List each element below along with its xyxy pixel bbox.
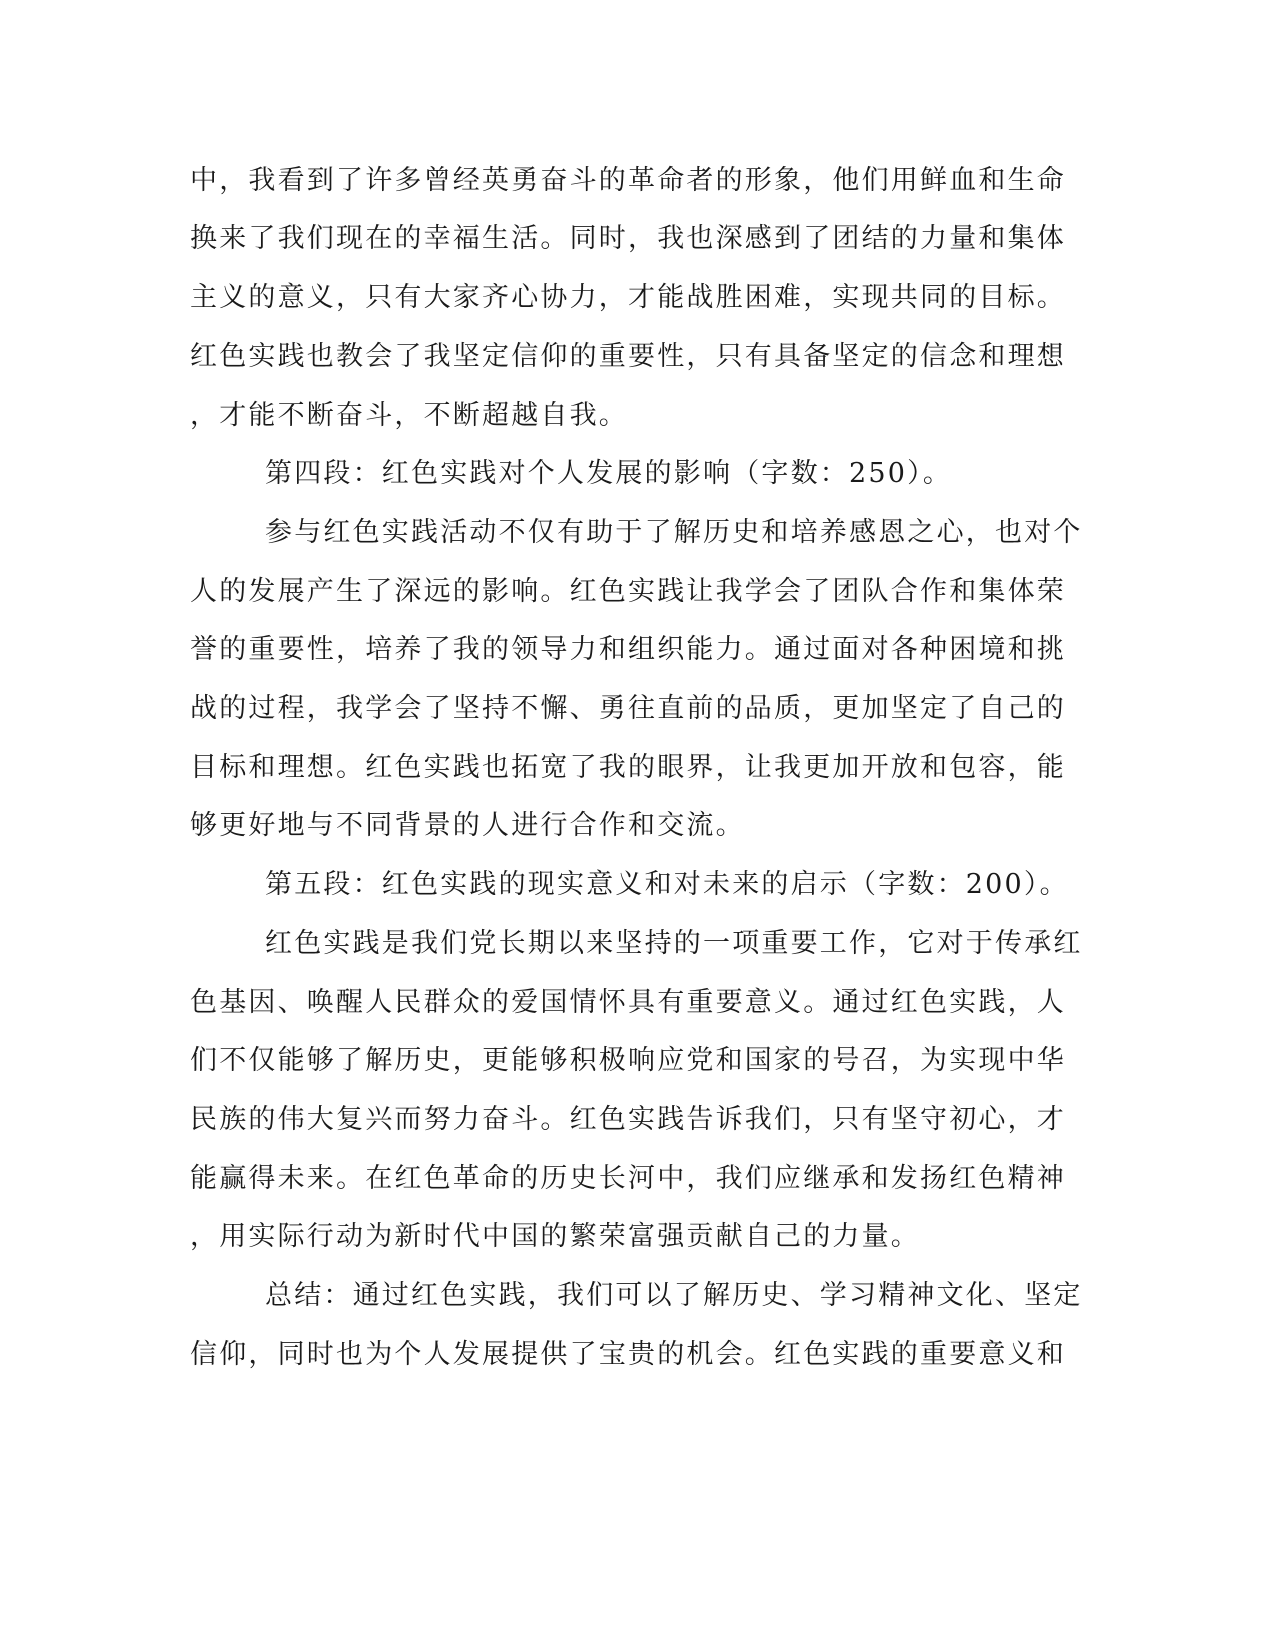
text-line: 们不仅能够了解历史，更能够积极响应党和国家的号召，为实现中华 (190, 1045, 1066, 1076)
text-line: 够更好地与不同背景的人进行合作和交流。 (190, 810, 745, 841)
summary-line: 总结：通过红色实践，我们可以了解历史、学习精神文化、坚定 (265, 1280, 1083, 1311)
text-line: 人的发展产生了深远的影响。红色实践让我学会了团队合作和集体荣 (190, 576, 1066, 607)
section-heading-5: 第五段：红色实践的现实意义和对未来的启示（字数：200）。 (265, 869, 1069, 900)
text-line: 能赢得未来。在红色革命的历史长河中，我们应继承和发扬红色精神 (190, 1163, 1066, 1194)
text-line: 目标和理想。红色实践也拓宽了我的眼界，让我更加开放和包容，能 (190, 752, 1066, 783)
text-line: 参与红色实践活动不仅有助于了解历史和培养感恩之心，也对个 (265, 517, 1083, 548)
text-line: 信仰，同时也为个人发展提供了宝贵的机会。红色实践的重要意义和 (190, 1339, 1066, 1370)
text-line: 主义的意义，只有大家齐心协力，才能战胜困难，实现共同的目标。 (190, 282, 1066, 313)
text-line: 色基因、唤醒人民群众的爱国情怀具有重要意义。通过红色实践，人 (190, 987, 1066, 1018)
section-heading-4: 第四段：红色实践对个人发展的影响（字数：250）。 (265, 458, 953, 489)
text-line: 民族的伟大复兴而努力奋斗。红色实践告诉我们，只有坚守初心，才 (190, 1104, 1066, 1135)
text-line: 红色实践也教会了我坚定信仰的重要性，只有具备坚定的信念和理想 (190, 341, 1066, 372)
text-line: 誉的重要性，培养了我的领导力和组织能力。通过面对各种困境和挑 (190, 634, 1066, 665)
text-line: 中，我看到了许多曾经英勇奋斗的革命者的形象，他们用鲜血和生命 (190, 165, 1066, 196)
text-line: ，才能不断奋斗，不断超越自我。 (190, 400, 628, 431)
text-line: 红色实践是我们党长期以来坚持的一项重要工作，它对于传承红 (265, 928, 1083, 959)
text-line: ，用实际行动为新时代中国的繁荣富强贡献自己的力量。 (190, 1221, 920, 1252)
text-line: 换来了我们现在的幸福生活。同时，我也深感到了团结的力量和集体 (190, 223, 1066, 254)
text-line: 战的过程，我学会了坚持不懈、勇往直前的品质，更加坚定了自己的 (190, 693, 1066, 724)
